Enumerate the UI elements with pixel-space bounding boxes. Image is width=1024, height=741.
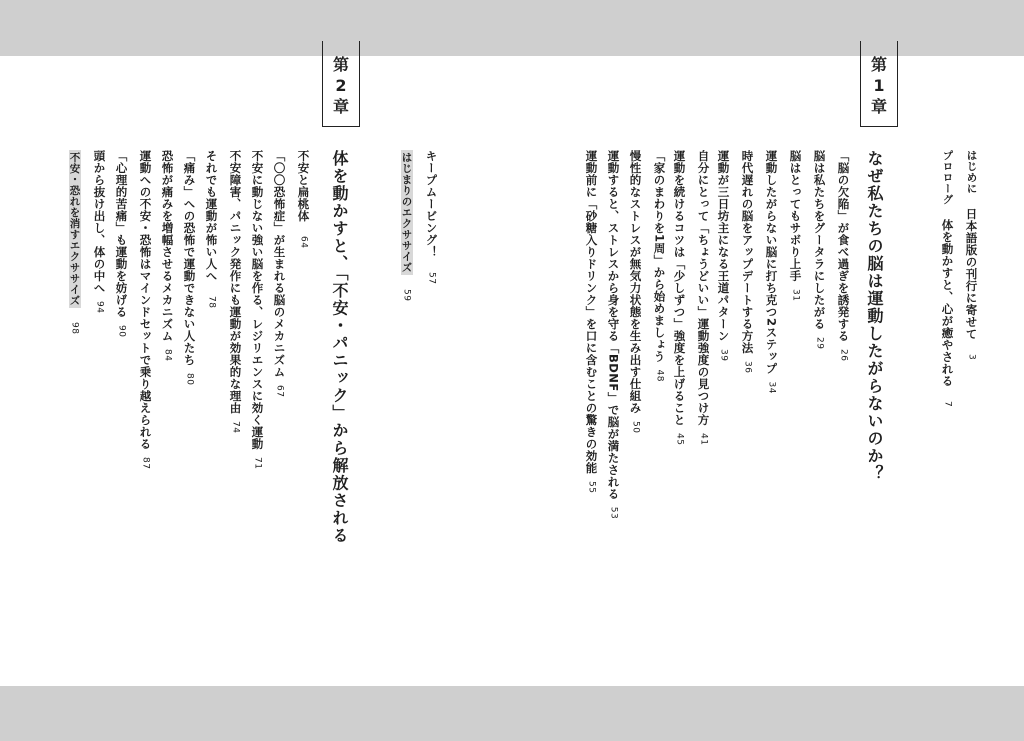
entry-page: 50: [630, 421, 641, 434]
entry-page: 78: [206, 296, 217, 309]
toc-entry-c2-10[interactable]: [93, 150, 105, 313]
entry-page: 55: [586, 481, 597, 494]
chapter2-title: 体を動かすと、「不安・パニック」から解放される: [330, 150, 349, 545]
toc-entry-c1-3[interactable]: [789, 150, 801, 301]
entry-title: それでも運動が怖い人へ: [204, 150, 219, 282]
entry-page: 29: [814, 337, 825, 350]
entry-page: 80: [184, 373, 195, 386]
chapter1-exercise-page: 59: [401, 289, 412, 302]
entry-page: 74: [230, 421, 241, 434]
toc-entry-c1-12[interactable]: [585, 150, 597, 493]
toc-entry-c2-5[interactable]: [205, 150, 217, 308]
entry-title: 運動を続けるコツは「少しずつ」強度を上げること: [672, 150, 687, 426]
entry-page: 48: [654, 369, 665, 382]
entry-page: 39: [718, 349, 729, 362]
entry-title: 「〇〇恐怖症」が生まれる脳のメカニズム: [272, 150, 287, 378]
chapter2-number-text: 第 2 章: [332, 55, 349, 116]
toc-entry-c1-8[interactable]: [673, 150, 685, 445]
entry-title: 不安に動じない強い脳を作る、レジリエンスに効く運動: [250, 150, 265, 450]
entry-title: 「痛み」への恐怖で運動できない人たち: [182, 150, 197, 366]
intro-label: はじめに: [965, 150, 978, 194]
toc-entry-c1-4[interactable]: [765, 150, 777, 394]
entry-page: 41: [698, 433, 709, 446]
entry-title: 脳はとってもサボり上手: [788, 150, 803, 282]
bottom-margin-band: [0, 686, 1024, 741]
toc-entry-intro[interactable]: [965, 150, 977, 360]
toc-entry-c2-6[interactable]: [183, 150, 195, 385]
entry-page: 45: [674, 433, 685, 446]
entry-page: 36: [742, 361, 753, 374]
entry-title: 不安障害、パニック発作にも運動が効果的な理由: [228, 150, 243, 414]
toc-entry-c1-exercise[interactable]: [401, 150, 412, 301]
toc-entry-c1-1[interactable]: [837, 150, 849, 361]
entry-page: 67: [274, 385, 285, 398]
entry-title: 脳は私たちをグータラにしたがる: [812, 150, 827, 330]
toc-entry-c2-3[interactable]: [251, 150, 263, 469]
toc-entry-c2-4[interactable]: [229, 150, 241, 433]
entry-title: 恐怖が痛みを増幅させるメカニズム: [160, 150, 175, 342]
entry-title: 自分にとって「ちょうどいい」運動強度の見つけ方: [696, 150, 711, 426]
entry-title: 「脳の欠陥」が食べ過ぎを誘発する: [836, 150, 851, 342]
toc-entry-c2-exercise[interactable]: [69, 150, 80, 334]
entry-title: 運動への不安・恐怖はマインドセットで乗り越えられる: [138, 150, 153, 450]
entry-title: 運動が三日坊主になる王道パターン: [716, 150, 731, 342]
entry-page: 53: [608, 506, 619, 520]
chapter1-title: なぜ私たちの脳は運動したがらないのか？: [865, 150, 884, 483]
toc-entry-c1-7[interactable]: [697, 150, 709, 445]
intro-page: 3: [966, 354, 977, 361]
prologue-page: 7: [942, 401, 953, 408]
intro-title: 日本語版の刊行に寄せて: [964, 208, 979, 340]
entry-title: 頭から抜け出し、体の中へ: [92, 150, 107, 294]
entry-title: 時代遅れの脳をアップデートする方法: [740, 150, 755, 354]
entry-title: 慢性的なストレスが無気力状態を生み出す仕組み: [628, 150, 643, 414]
toc-entry-c1-10[interactable]: [629, 150, 641, 433]
entry-page: 34: [766, 381, 777, 394]
entry-page: 90: [116, 325, 127, 338]
toc-entry-c1-2[interactable]: [813, 150, 825, 349]
entry-page: 84: [162, 349, 173, 362]
chapter1-exercise-label: はじまりのエクササイズ: [400, 152, 413, 273]
chapter2-exercise-label: 不安・恐れを消すエクササイズ: [68, 152, 81, 306]
entry-title: 運動前に「砂糖入りドリンク」を口に含むことの驚きの効能: [584, 150, 599, 474]
toc-entry-c2-2[interactable]: [273, 150, 285, 397]
entry-title: 「心理的苦痛」も運動を妨げる: [114, 150, 129, 318]
entry-title: 運動したがらない脳に打ち克つ2ステップ: [764, 150, 779, 375]
entry-page: 87: [140, 457, 151, 470]
entry-page: 64: [298, 236, 309, 249]
chapter2-exercise-page: 98: [69, 322, 80, 335]
entry-page: 57: [426, 272, 437, 285]
chapter1-number-text: 第 1 章: [870, 55, 887, 116]
toc-entry-c2-8[interactable]: [139, 150, 151, 469]
toc-entry-c2-1[interactable]: [297, 150, 309, 248]
toc-entry-prologue[interactable]: [941, 150, 953, 407]
entry-page: 31: [790, 289, 801, 302]
chapter1-number: [860, 55, 898, 117]
entry-title: 運動すると、ストレスから身を守る「BDNF」で脳が満たされる: [606, 150, 621, 500]
chapter2-number: [322, 55, 360, 117]
entry-title: キープムービング！: [424, 150, 439, 258]
toc-entry-c1-13[interactable]: [425, 150, 437, 284]
entry-title: 「家のまわりを1周」から始めましょう: [652, 150, 667, 363]
prologue-label: プロローグ: [941, 150, 954, 205]
toc-entry-c2-9[interactable]: [115, 150, 127, 337]
toc-entry-c1-5[interactable]: [741, 150, 753, 373]
toc-entry-c2-7[interactable]: [161, 150, 173, 361]
toc-entry-c1-9[interactable]: [653, 150, 665, 382]
entry-page: 94: [94, 301, 105, 314]
entry-page: 26: [838, 349, 849, 362]
toc-entry-c1-11[interactable]: [607, 150, 619, 519]
entry-page: 71: [252, 457, 263, 470]
entry-title: 不安と扁桃体: [296, 150, 311, 222]
toc-entry-c1-6[interactable]: [717, 150, 729, 361]
prologue-title: 体を動かすと、心が癒やされる: [940, 219, 955, 387]
